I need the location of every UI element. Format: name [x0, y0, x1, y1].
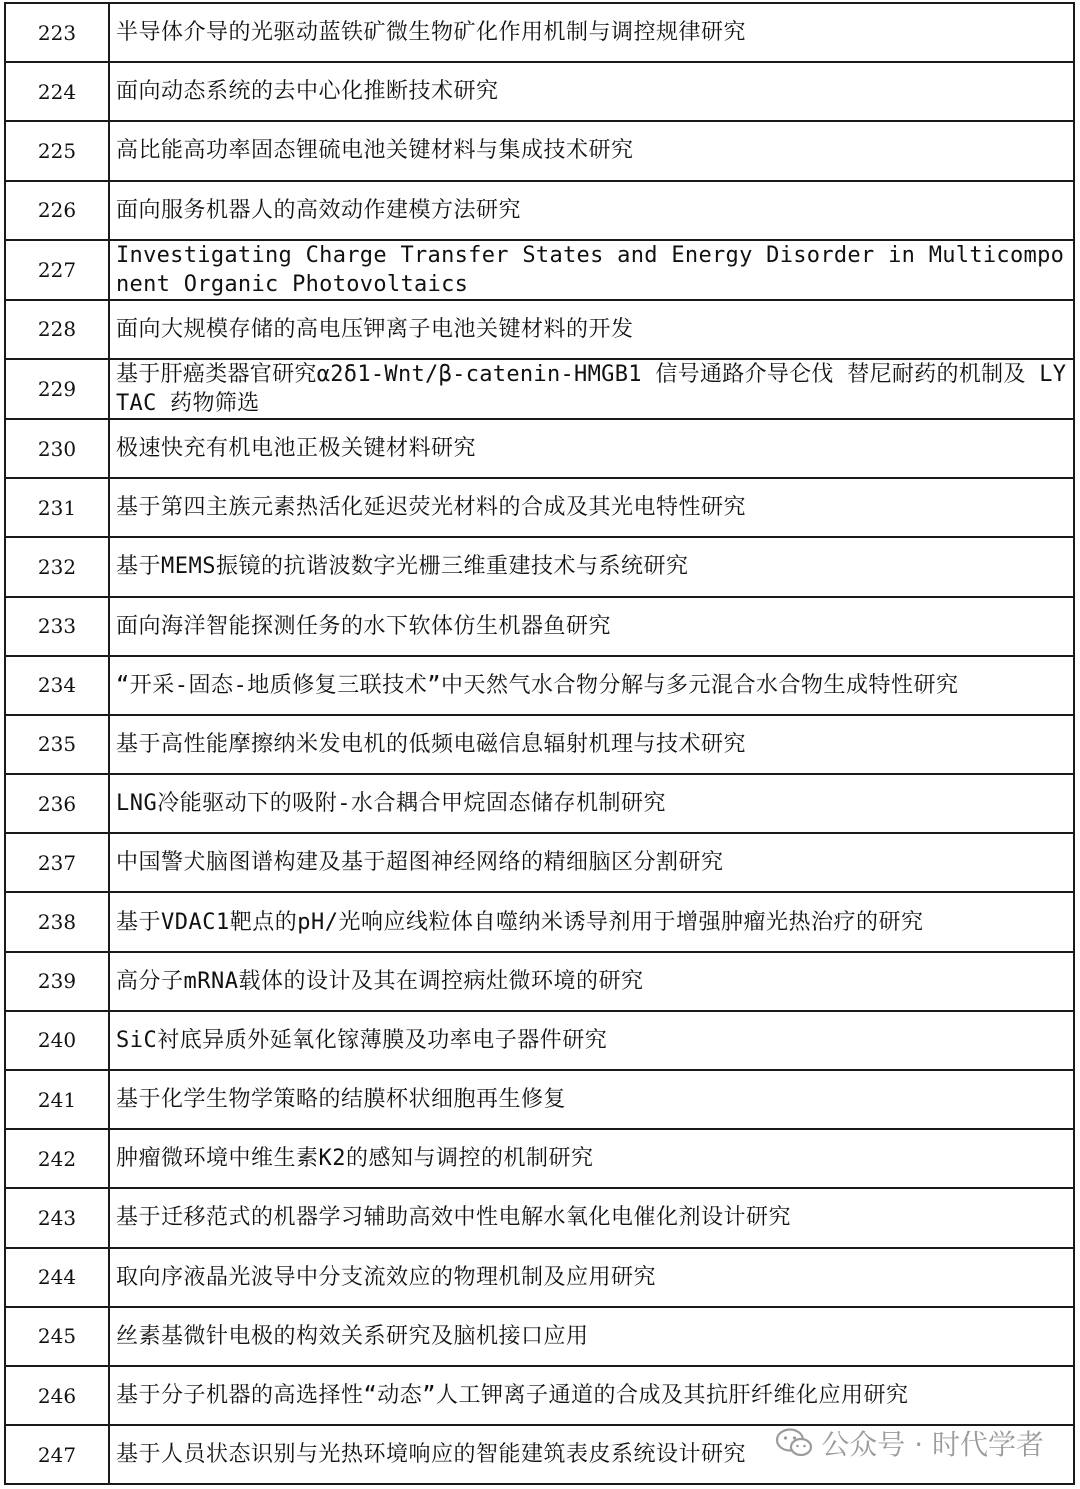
- row-number: 231: [5, 478, 109, 537]
- project-title: 基于人员状态识别与光热环境响应的智能建筑表皮系统设计研究: [109, 1425, 1074, 1484]
- table-row: [5, 1248, 1074, 1307]
- project-title: 取向序液晶光波导中分支流效应的物理机制及应用研究: [109, 1248, 1074, 1307]
- row-number: 230: [5, 419, 109, 478]
- project-title: 基于高性能摩擦纳米发电机的低频电磁信息辐射机理与技术研究: [109, 715, 1074, 774]
- project-title: 肿瘤微环境中维生素K2的感知与调控的机制研究: [109, 1129, 1074, 1188]
- row-number: 238: [5, 892, 109, 951]
- project-title: 半导体介导的光驱动蓝铁矿微生物矿化作用机制与调控规律研究: [109, 3, 1074, 62]
- table-row: [5, 300, 1074, 359]
- project-title: 基于第四主族元素热活化延迟荧光材料的合成及其光电特性研究: [109, 478, 1074, 537]
- project-title: 面向动态系统的去中心化推断技术研究: [109, 62, 1074, 121]
- project-title: 基于分子机器的高选择性“动态”人工钾离子通道的合成及其抗肝纤维化应用研究: [109, 1366, 1074, 1425]
- row-number: 224: [5, 62, 109, 121]
- table-row: [5, 181, 1074, 240]
- row-number: 233: [5, 597, 109, 656]
- project-title: 基于迁移范式的机器学习辅助高效中性电解水氧化电催化剂设计研究: [109, 1188, 1074, 1247]
- table-row: [5, 833, 1074, 892]
- project-title: “开采-固态-地质修复三联技术”中天然气水合物分解与多元混合水合物生成特性研究: [109, 656, 1074, 715]
- project-title: 基于MEMS振镜的抗谐波数字光栅三维重建技术与系统研究: [109, 537, 1074, 596]
- row-number: 234: [5, 656, 109, 715]
- row-number: 227: [5, 240, 109, 300]
- watermark-text: 公众号 · 时代学者: [821, 1428, 1044, 1461]
- row-number: 239: [5, 952, 109, 1011]
- row-number: 246: [5, 1366, 109, 1425]
- row-number: 247: [5, 1425, 109, 1484]
- row-number: 241: [5, 1070, 109, 1129]
- project-title: 面向服务机器人的高效动作建模方法研究: [109, 181, 1074, 240]
- project-title: LNG冷能驱动下的吸附-水合耦合甲烷固态储存机制研究: [109, 774, 1074, 833]
- row-number: 245: [5, 1307, 109, 1366]
- project-title: 高分子mRNA载体的设计及其在调控病灶微环境的研究: [109, 952, 1074, 1011]
- row-number: 232: [5, 537, 109, 596]
- table-row: [5, 715, 1074, 774]
- table-row: [5, 478, 1074, 537]
- project-title: 丝素基微针电极的构效关系研究及脑机接口应用: [109, 1307, 1074, 1366]
- row-number: 244: [5, 1248, 109, 1307]
- table-row: [5, 3, 1074, 62]
- project-title: 基于VDAC1靶点的pH/光响应线粒体自噬纳米诱导剂用于增强肿瘤光热治疗的研究: [109, 892, 1074, 951]
- table-row: [5, 62, 1074, 121]
- table-row: [5, 1011, 1074, 1070]
- row-number: 223: [5, 3, 109, 62]
- wechat-icon: [775, 1427, 813, 1459]
- watermark: [775, 1423, 1044, 1463]
- row-number: 243: [5, 1188, 109, 1247]
- table-row: [5, 1070, 1074, 1129]
- table-row: [5, 121, 1074, 180]
- project-table: [4, 2, 1075, 1485]
- project-title: Investigating Charge Transfer States and Energy Disorder in Multicomponent Organic Photovoltaics: [109, 240, 1074, 300]
- table-row: [5, 240, 1074, 300]
- table-row: [5, 359, 1074, 419]
- row-number: 237: [5, 833, 109, 892]
- table-row: [5, 1307, 1074, 1366]
- table-row: [5, 1366, 1074, 1425]
- table-row: [5, 1188, 1074, 1247]
- table-row: [5, 419, 1074, 478]
- project-title: 面向大规模存储的高电压钾离子电池关键材料的开发: [109, 300, 1074, 359]
- table-row: [5, 656, 1074, 715]
- table-row: [5, 892, 1074, 951]
- project-title: 基于肝癌类器官研究α2δ1-Wnt/β-catenin-HMGB1 信号通路介导仑伐 替尼耐药的机制及 LYTAC 药物筛选: [109, 359, 1074, 419]
- project-title: SiC衬底异质外延氧化镓薄膜及功率电子器件研究: [109, 1011, 1074, 1070]
- project-title: 极速快充有机电池正极关键材料研究: [109, 419, 1074, 478]
- table-row: [5, 774, 1074, 833]
- row-number: 235: [5, 715, 109, 774]
- row-number: 225: [5, 121, 109, 180]
- row-number: 228: [5, 300, 109, 359]
- table-row: [5, 1129, 1074, 1188]
- row-number: 226: [5, 181, 109, 240]
- row-number: 242: [5, 1129, 109, 1188]
- table-row: [5, 537, 1074, 596]
- table-row: [5, 597, 1074, 656]
- row-number: 229: [5, 359, 109, 419]
- project-title: 面向海洋智能探测任务的水下软体仿生机器鱼研究: [109, 597, 1074, 656]
- table-row: [5, 952, 1074, 1011]
- project-title: 基于化学生物学策略的结膜杯状细胞再生修复: [109, 1070, 1074, 1129]
- row-number: 240: [5, 1011, 109, 1070]
- project-title: 高比能高功率固态锂硫电池关键材料与集成技术研究: [109, 121, 1074, 180]
- row-number: 236: [5, 774, 109, 833]
- project-title: 中国警犬脑图谱构建及基于超图神经网络的精细脑区分割研究: [109, 833, 1074, 892]
- table-body: [5, 3, 1074, 1484]
